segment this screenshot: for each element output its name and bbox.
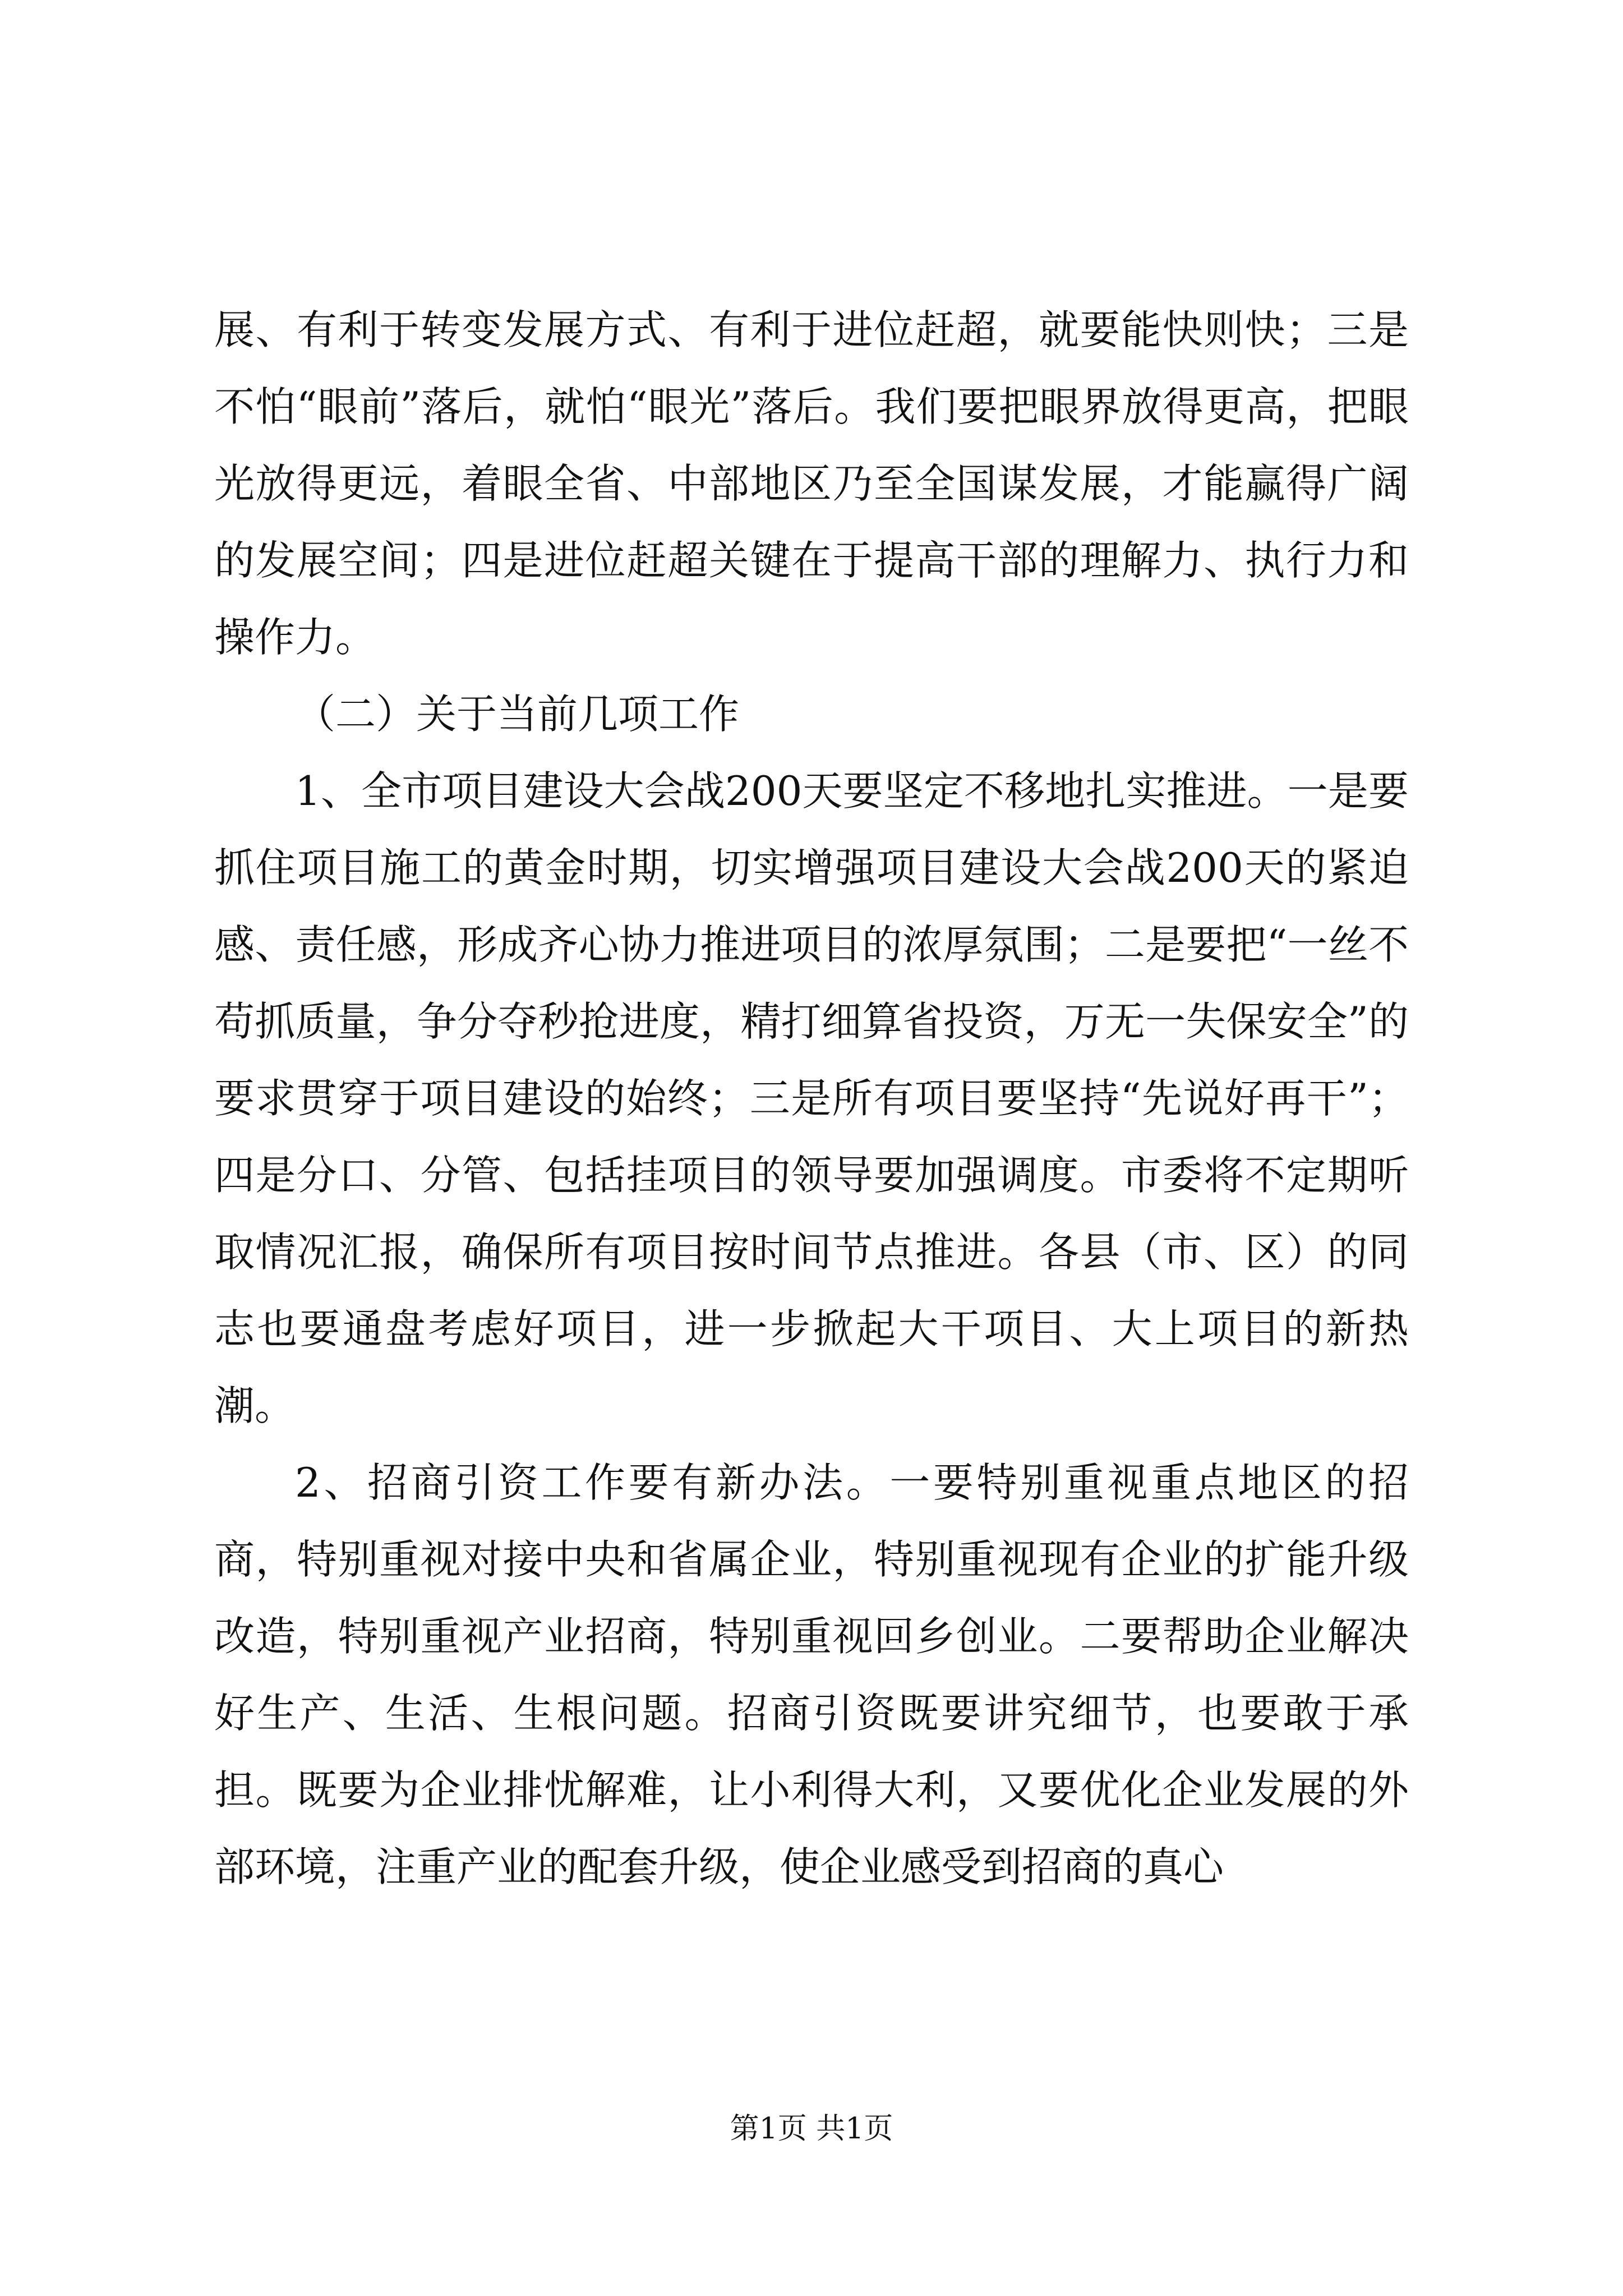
paragraph-investment-attraction: 2、招商引资工作要有新办法。一要特别重视重点地区的招商，特别重视对接中央和省属企业，特别重视现有企业的扩能升级改造，特别重视产业招商，特别重视回乡创业。二要帮助企业解决好生产、生活、生根问题。招商引资既要讲究细节，也要敢于承担。既要为企业排忧解难，让小利得大利，又要优化企业发展的外部环境，注重产业的配套升级，使企业感受到招商的真心 [214,1459,1409,1890]
paragraph-project-construction: 1、全市项目建设大会战200天要坚定不移地扎实推进。一是要抓住项目施工的黄金时期，切实增强项目建设大会战200天的紧迫感、责任感，形成齐心协力推进项目的浓厚氛围；二是要把“一丝不苟抓质量，争分夺秒抢进度，精打细算省投资，万无一失保安全”的要求贯穿于项目建设的始终；三是所有项目要坚持“先说好再干”；四是分口、分管、包括挂项目的领导要加强调度。市委将不定期听取情况汇报，确保所有项目按时间节点推进。各县（市、区）的同志也要通盘考虑好项目，进一步掀起大干项目、大上项目的新热潮。 [214,767,1409,1429]
document-body [214,292,1409,1906]
section-heading: （二）关于当前几项工作 [295,691,740,738]
page-footer: 第1页 共1页 [730,2112,893,2146]
paragraph-continuation: 展、有利于转变发展方式、有利于进位赶超，就要能快则快；三是不怕“眼前”落后，就怕“眼光”落后。我们要把眼界放得更高，把眼光放得更远，着眼全省、中部地区乃至全国谋发展，才能赢得广阔的发展空间；四是进位赶超关键在于提高干部的理解力、执行力和操作力。 [214,306,1409,661]
